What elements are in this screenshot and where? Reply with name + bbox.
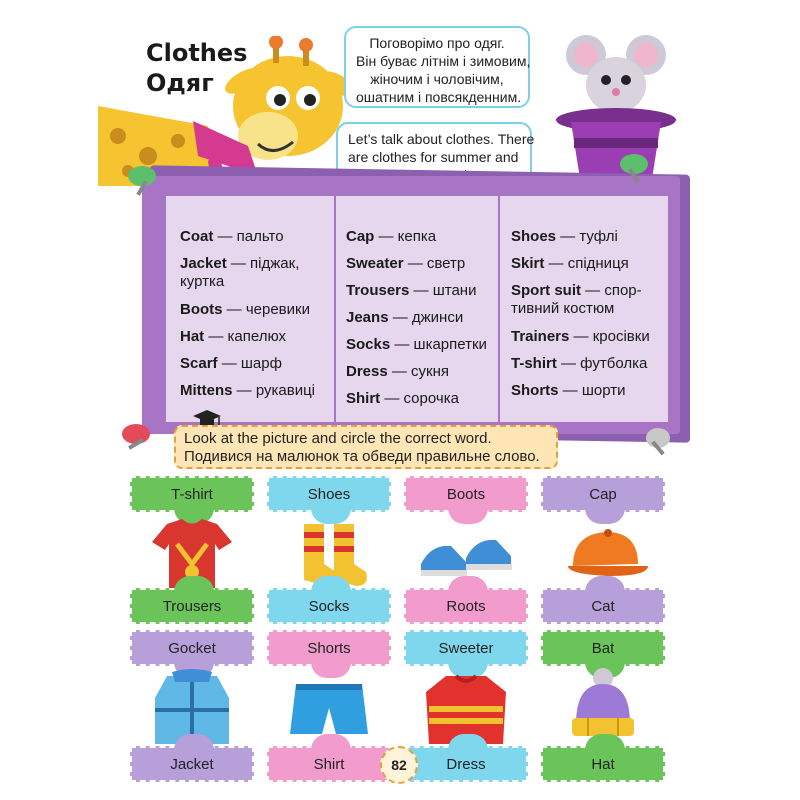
vocab-item: Scarf — шарф (180, 355, 282, 372)
vocab-item: Dress — сукня (346, 363, 450, 380)
exercise-instruction (174, 425, 558, 469)
vocab-item: Jacket — піджак, (180, 255, 300, 272)
vocab-item: Skirt — спідниця (511, 255, 629, 272)
instruction-english: Look at the picture and circle the correct word. (184, 430, 492, 447)
vocab-item: Jeans — джинси (346, 309, 464, 326)
word-card-option[interactable]: T-shirt (130, 476, 254, 512)
word-card-option[interactable]: Cat (541, 588, 665, 624)
pushpin-icon (614, 148, 654, 188)
word-card-option[interactable]: Socks (267, 588, 391, 624)
bubble-ua-line: жіночим і чоловічим, (370, 71, 504, 87)
vocab-item: Mittens — рукавиці (180, 382, 316, 399)
word-card-option[interactable]: Jacket (130, 746, 254, 782)
title-english: Clothes (146, 39, 248, 67)
pushpin-icon (124, 160, 164, 200)
bubble-en-line: Let’s talk about clothes. There (348, 131, 535, 147)
bubble-ua-line: Поговорімо про одяг. (369, 35, 505, 51)
vocab-item: Hat — капелюх (180, 328, 287, 345)
word-card-option[interactable]: Dress (404, 746, 528, 782)
vocab-item: Boots — черевики (180, 301, 310, 318)
pushpin-icon (640, 420, 680, 460)
vocab-item: Trousers — штани (346, 282, 477, 299)
speech-bubble-ukrainian (344, 26, 530, 108)
vocab-item: T-shirt — футболка (511, 355, 648, 372)
vocab-item-continuation: куртка (180, 273, 225, 290)
word-card-option[interactable]: Shorts (267, 630, 391, 666)
word-card-option[interactable]: Trousers (130, 588, 254, 624)
word-card-option[interactable]: Sweeter (404, 630, 528, 666)
vocab-item: Socks — шкарпетки (346, 336, 487, 353)
word-card-option[interactable]: Bat (541, 630, 665, 666)
vocab-item: Sport suit — спор- (511, 282, 642, 299)
word-card-option[interactable]: Cap (541, 476, 665, 512)
vocab-item: Coat — пальто (180, 228, 284, 245)
word-card-option[interactable]: Hat (541, 746, 665, 782)
vocab-item: Sweater — светр (346, 255, 466, 272)
vocab-item: Cap — кепка (346, 228, 437, 245)
title-ukrainian: Одяг (146, 69, 214, 97)
bubble-ua-line: ошатним і повсякденним. (356, 89, 522, 105)
instruction-ukrainian: Подивися на малюнок та обведи правильне слово. (184, 448, 540, 465)
word-card-option[interactable]: Boots (404, 476, 528, 512)
bubble-ua-line: Він буває літнім і зимовим, (356, 53, 531, 69)
bubble-en-line: are clothes for summer and (348, 149, 519, 165)
word-card-option[interactable]: Shoes (267, 476, 391, 512)
word-card-option[interactable]: Gocket (130, 630, 254, 666)
word-card-option[interactable]: Shirt (267, 746, 391, 782)
page-number: 82 (380, 746, 418, 784)
pushpin-icon (116, 416, 156, 456)
word-card-option[interactable]: Roots (404, 588, 528, 624)
vocab-item: Shorts — шорти (511, 382, 626, 399)
vocab-item: Trainers — кросівки (511, 328, 650, 345)
vocab-item-continuation: тивний костюм (511, 300, 615, 317)
vocab-item: Shoes — туфлі (511, 228, 618, 245)
vocab-item: Shirt — сорочка (346, 390, 459, 407)
